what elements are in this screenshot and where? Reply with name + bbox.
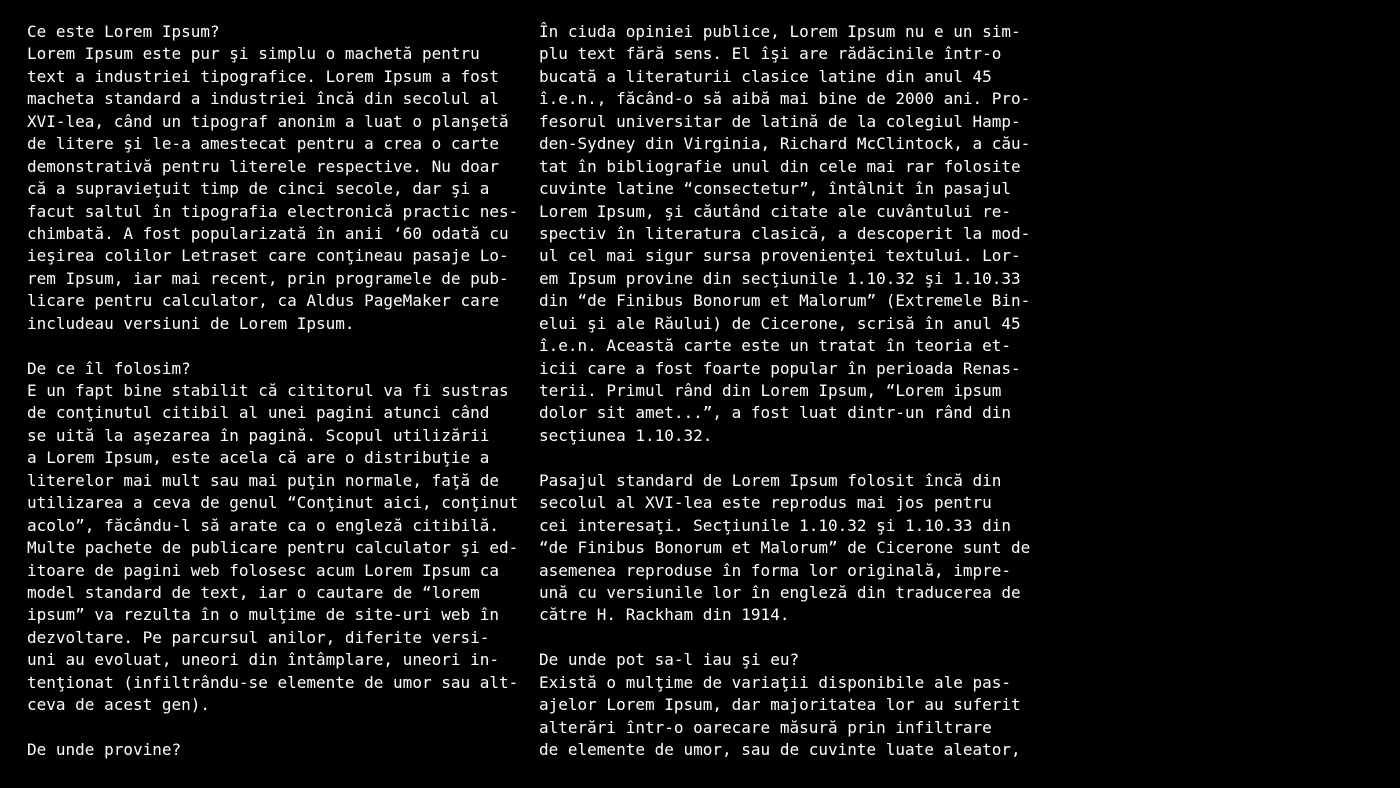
text-line: secolul al XVI-lea este reprodus mai jos pentru <box>539 493 992 513</box>
text-line: XVI-lea, când un tipograf anonim a luat o planşetă <box>27 111 509 131</box>
text-line: macheta standard a industriei încă din secolul al <box>27 89 500 109</box>
text-line: ajelor Lorem Ipsum, dar majoritatea lor au suferit <box>539 695 1021 715</box>
text-line: demonstrativă pentru literele respective. Nu doar <box>27 156 500 176</box>
text-line: ceva de acest gen). <box>27 695 211 715</box>
text-line: dolor sit amet...”, a fost luat dintr-un rând din <box>539 403 1012 423</box>
text-line: E un fapt bine stabilit că cititorul va fi sustras <box>27 381 509 400</box>
text-line: plu text fără sens. El îşi are rădăcinile într-o <box>539 44 1002 64</box>
text-line: rem Ipsum, iar mai recent, prin programele de pub- <box>27 268 509 288</box>
text-line: spectiv în literatura clasică, a descoperit la mod- <box>539 223 1031 243</box>
paragraph-spacer <box>27 717 537 739</box>
text-line: elui şi ale Răului) de Cicerone, scrisă în anul 45 <box>539 313 1021 333</box>
text-line: Lorem Ipsum, şi căutând citate ale cuvântului re- <box>539 201 1012 221</box>
text-line: dezvoltare. Pe parcursul anilor, diferite versi- <box>27 627 490 647</box>
section-heading: Ce este Lorem Ipsum? <box>27 22 220 41</box>
text-line: facut saltul în tipografia electronică practic nes- <box>27 201 519 221</box>
text-line: În ciuda opiniei publice, Lorem Ipsum nu e un sim- <box>539 22 1021 41</box>
text-line: terii. Primul rând din Lorem Ipsum, “Lorem ipsum <box>539 381 1002 400</box>
text-line: includeau versiuni de Lorem Ipsum. <box>27 313 355 333</box>
text-line: tenţionat (infiltrându-se elemente de umor sau alt- <box>27 672 519 692</box>
text-line: ieşirea colilor Letraset care conţineau pasaje Lo- <box>27 246 509 266</box>
section-heading: De unde provine? <box>27 740 182 759</box>
text-line: Multe pachete de publicare pentru calculator şi ed- <box>27 538 519 558</box>
text-line: “de Finibus Bonorum et Malorum” de Cicerone sunt de <box>539 538 1031 558</box>
text-line: ună cu versiunile lor în engleză din traducerea de <box>539 582 1021 602</box>
text-line: fesorul universitar de latină de la colegiul Hamp- <box>539 111 1021 131</box>
paragraph-spacer <box>539 627 1049 649</box>
text-line: de conţinutul citibil al unei pagini atunci când <box>27 403 490 423</box>
text-line: Lorem Ipsum este pur şi simplu o machetă pentru <box>27 44 480 64</box>
text-line: a Lorem Ipsum, este acela că are o distribuţie a <box>27 448 490 468</box>
text-line: asemenea reproduse în forma lor originală, impre- <box>539 560 1012 580</box>
section-heading: De ce îl folosim? <box>27 358 191 378</box>
text-line: acolo”, făcându-l să arate ca o engleză citibilă. <box>27 515 500 535</box>
text-line: chimbată. A fost popularizată în anii ‘60 odată cu <box>27 223 509 243</box>
text-line: itoare de pagini web folosesc acum Lorem Ipsum ca <box>27 560 500 580</box>
text-line: î.e.n. Această carte este un tratat în teoria et- <box>539 336 1012 356</box>
text-line: de litere şi le-a amestecat pentru a crea o carte <box>27 134 500 154</box>
section-heading: De unde pot sa-l iau şi eu? <box>539 650 800 670</box>
paragraph-standard-passage <box>539 470 1049 627</box>
paragraph-spacer <box>539 447 1049 469</box>
section-why-use <box>27 358 537 717</box>
text-line: utilizarea a ceva de genul “Conţinut aici, conţinut <box>27 493 519 513</box>
paragraph-spacer <box>27 335 537 357</box>
text-line: că a supravieţuit timp de cinci secole, dar şi a <box>27 179 490 199</box>
text-line: uni au evoluat, uneori din întâmplare, uneori in- <box>27 650 500 670</box>
paragraph-origin <box>539 21 1049 447</box>
section-where-get <box>539 649 1049 761</box>
text-line: bucată a literaturii clasice latine din anul 45 <box>539 66 992 86</box>
text-line: cuvinte latine “consectetur”, întâlnit în pasajul <box>539 179 1012 199</box>
text-line: den-Sydney din Virginia, Richard McClintock, a cău- <box>539 134 1031 154</box>
text-line: î.e.n., făcând-o să aibă mai bine de 2000 ani. Pro- <box>539 89 1031 109</box>
text-line: alterări într-o oarecare măsură prin infiltrare <box>539 717 992 737</box>
text-line: em Ipsum provine din secţiunile 1.10.32 şi 1.10.33 <box>539 268 1021 288</box>
left-column <box>27 21 537 761</box>
section-where-from <box>27 739 537 761</box>
text-line: cei interesaţi. Secţiunile 1.10.32 şi 1.10.33 din <box>539 515 1012 535</box>
text-line: din “de Finibus Bonorum et Malorum” (Extremele Bin- <box>539 291 1031 311</box>
text-line: către H. Rackham din 1914. <box>539 605 790 625</box>
right-column <box>539 21 1049 761</box>
text-line: text a industriei tipografice. Lorem Ipsum a fost <box>27 66 500 86</box>
text-line: se uită la aşezarea în pagină. Scopul utilizării <box>27 425 490 445</box>
text-line: Există o mulţime de variaţii disponibile ale pas- <box>539 672 1012 692</box>
text-line: de elemente de umor, sau de cuvinte luate aleator, <box>539 740 1021 759</box>
text-line: ul cel mai sigur sursa provenienţei textului. Lor- <box>539 246 1021 266</box>
text-line: tat în bibliografie unul din cele mai rar folosite <box>539 156 1021 176</box>
text-line: Pasajul standard de Lorem Ipsum folosit încă din <box>539 470 1002 490</box>
text-line: literelor mai mult sau mai puţin normale, faţă de <box>27 470 500 490</box>
text-line: licare pentru calculator, ca Aldus PageMaker care <box>27 291 500 311</box>
text-line: secţiunea 1.10.32. <box>539 425 713 445</box>
text-line: ipsum” va rezulta în o mulţime de site-uri web în <box>27 605 500 625</box>
text-line: model standard de text, iar o cautare de “lorem <box>27 582 480 602</box>
section-what-is <box>27 21 537 335</box>
text-line: icii care a fost foarte popular în perioada Renas- <box>539 358 1021 378</box>
